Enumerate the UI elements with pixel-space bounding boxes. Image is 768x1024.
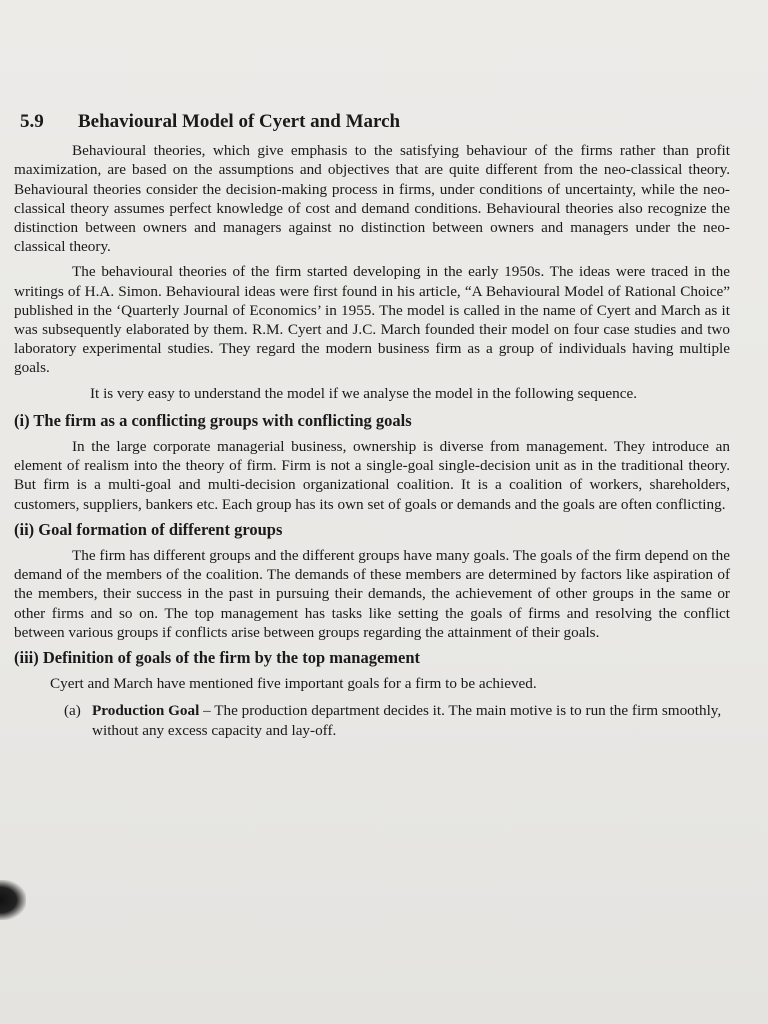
list-item-label: (a) <box>64 702 81 720</box>
paragraph-goal-intro: Cyert and March have mentioned five important goals for a firm to be achieved. <box>50 675 537 693</box>
subheading-conflicting-groups: (i) The firm as a conflicting groups with conflicting goals <box>14 410 412 430</box>
section-title: Behavioural Model of Cyert and March <box>78 111 401 132</box>
paragraph-conflicting-groups: In the large corporate managerial business, ownership is diverse from management. They introduce an element of realism into the theory of firm. Firm is not a single-goal single-decision unit as in the traditional theory. But firm is a multi-goal and multi-decision organizational coalition. It is a coalition of workers, shareholders, customers, suppliers, bankers etc. Each group has its own set of goals or demands and the goals are often conflicting. <box>14 438 730 513</box>
subheading-goal-definition: (iii) Definition of goals of the firm by the top management <box>14 648 421 668</box>
paragraph-sequence: It is very easy to understand the model if we analyse the model in the following sequence. <box>90 384 638 402</box>
list-item-body: – The production department decides it. The main motive is to run the firm smoothly, without any excess capacity and lay-off. <box>92 702 722 739</box>
list-item-text <box>92 701 730 739</box>
list-item-production-goal <box>64 701 730 739</box>
paragraph-intro: Behavioural theories, which give emphasis to the satisfying behaviour of the firms rather than profit maximization, are based on the assumptions and objectives that are quite different from the neo-classical theory. Behavioural theories consider the decision-making process in firms, under conditions of uncertainty, while the neo-classical theory assumes perfect knowledge of cost and demand conditions. Behavioural theories also recognize the distinction between owners and managers against no distinction between owners and managers under the neo-classical theory. <box>14 142 730 256</box>
subheading-goal-formation: (ii) Goal formation of different groups <box>14 519 283 539</box>
section-number: 5.9 <box>20 111 44 132</box>
section-heading <box>20 112 730 131</box>
list-item-title: Production Goal <box>92 702 200 720</box>
page-content <box>14 112 730 740</box>
paragraph-goal-formation: The firm has different groups and the different groups have many goals. The goals of the firm depend on the demand of the members of the coalition. The demands of these members are determined by factors like aspiration of the members, their success in the past in pursuing their demands, the achievement of other groups in the same or other firms and so on. The top management has tasks like setting the goals of firms and resolving the conflict between various groups if conflicts arise between groups regarding the attainment of their goals. <box>14 547 730 641</box>
paragraph-history: The behavioural theories of the firm started developing in the early 1950s. The ideas were traced in the writings of H.A. Simon. Behavioural ideas were first found in his article, “A Behavioural Model of Rational Choice” published in the ‘Quarterly Journal of Economics’ in 1955. The model is called in the name of Cyert and March as it was subsequently elaborated by them. R.M. Cyert and J.C. March founded their model on four case studies and two laboratory experimental studies. They regard the modern business firm as a group of individuals having multiple goals. <box>14 263 730 377</box>
page-corner-shadow <box>0 880 26 920</box>
